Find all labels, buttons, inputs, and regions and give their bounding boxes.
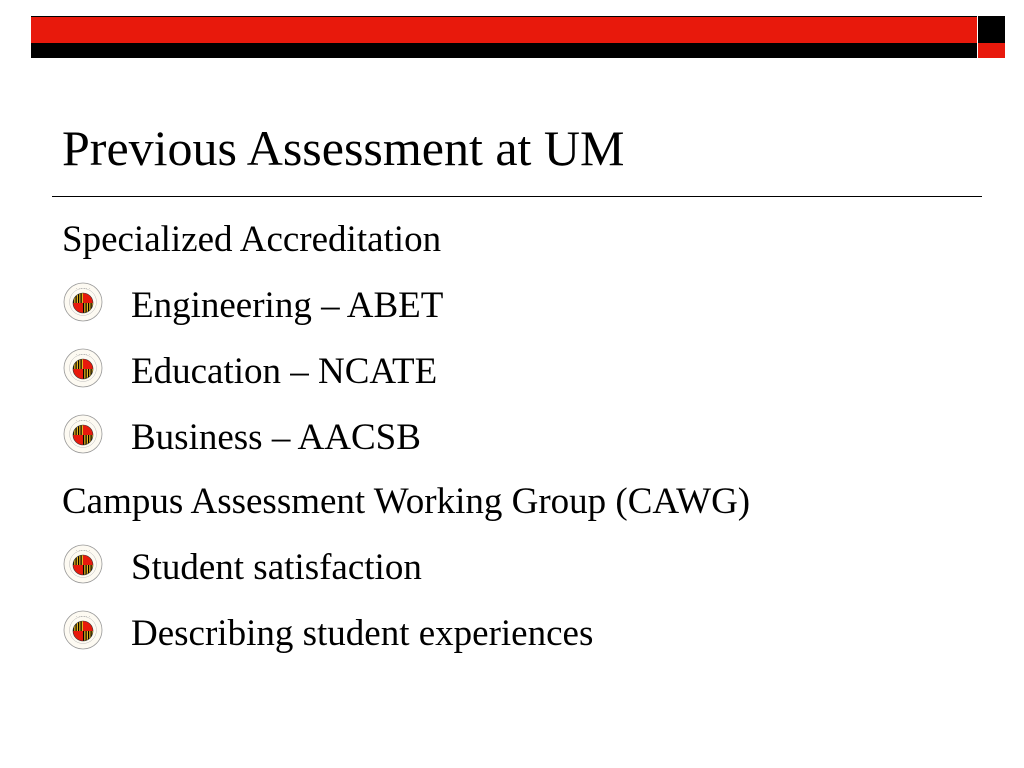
section-heading: Specialized Accreditation <box>62 219 442 260</box>
svg-text:· · · · · ·: · · · · · · <box>76 285 90 291</box>
list-item: Describing student experiences <box>131 613 594 654</box>
list-item: Education – NCATE <box>131 351 438 392</box>
svg-text:· · · · · ·: · · · · · · <box>76 613 90 619</box>
university-of-maryland-seal-icon <box>63 348 103 388</box>
slide-title: Previous Assessment at UM <box>62 120 625 176</box>
svg-text:· · · · · ·: · · · · · · <box>76 417 90 423</box>
university-of-maryland-seal-icon <box>63 414 103 454</box>
svg-text:· · · · · ·: · · · · · · <box>76 547 90 553</box>
university-of-maryland-seal-icon <box>63 610 103 650</box>
university-of-maryland-seal-icon <box>63 282 103 322</box>
list-item: Student satisfaction <box>131 547 422 588</box>
section-heading: Campus Assessment Working Group (CAWG) <box>62 481 751 522</box>
list-item: Business – AACSB <box>131 417 421 458</box>
list-item: Engineering – ABET <box>131 285 444 326</box>
university-of-maryland-seal-icon <box>63 544 103 584</box>
svg-text:· · · · · ·: · · · · · · <box>76 351 90 357</box>
